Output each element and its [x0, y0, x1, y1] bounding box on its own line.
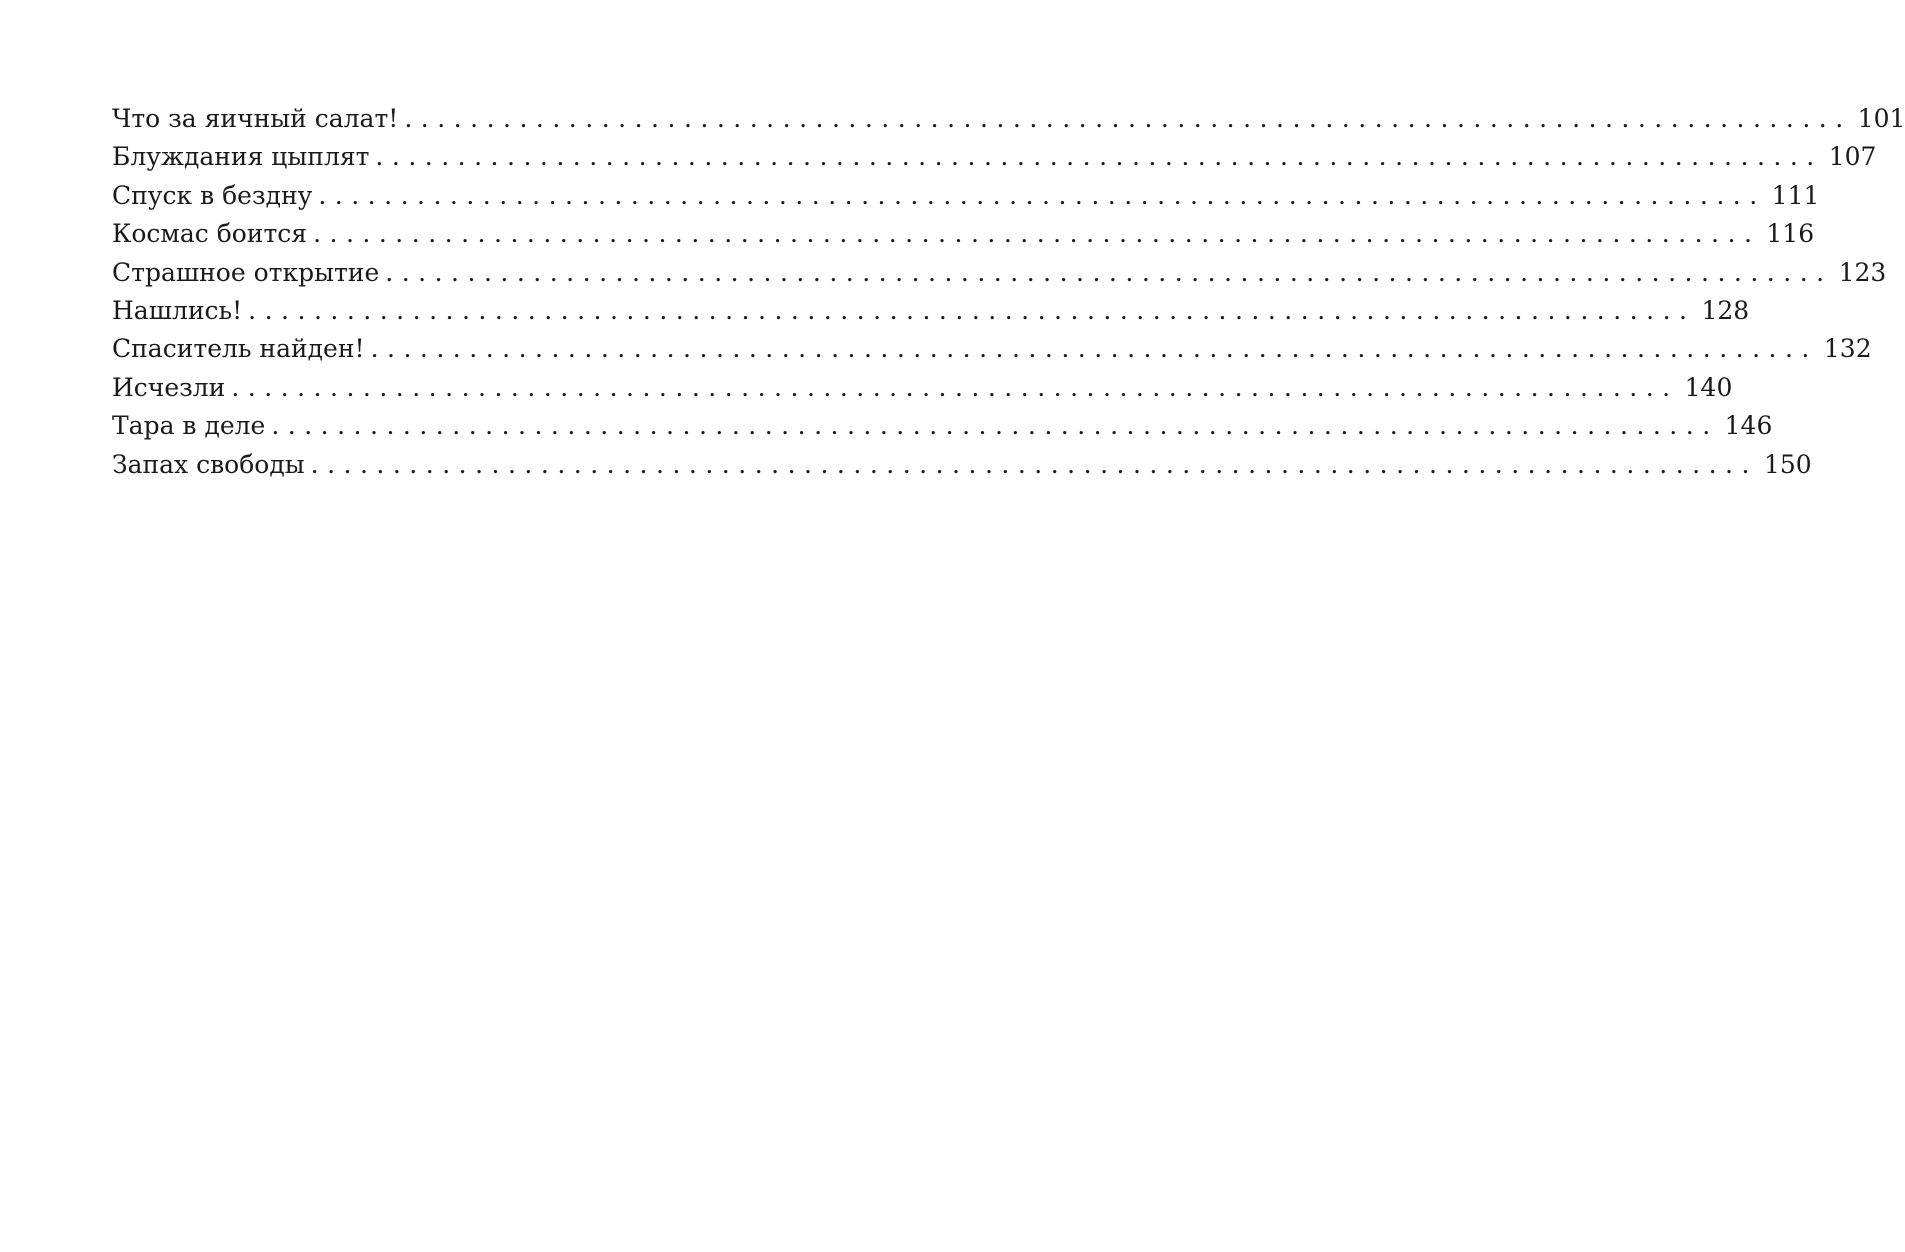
toc-entry	[112, 104, 1905, 142]
dot-leader: ........................................................................................	[271, 411, 1719, 441]
dot-leader: ........................................................................................	[370, 334, 1818, 364]
toc-entry-title: Тара в деле	[112, 411, 266, 441]
toc-entry-page: 101	[1857, 104, 1905, 133]
toc-entry-title: Запах свободы	[112, 449, 305, 479]
toc-entry-page: 107	[1828, 142, 1877, 172]
toc-entry-title: Блуждания цыплят	[112, 142, 370, 172]
dot-leader: ........................................................................................	[310, 449, 1758, 479]
toc-entry-page: 116	[1766, 219, 1815, 249]
toc-entry	[112, 219, 1815, 257]
dot-leader: ........................................................................................	[385, 257, 1833, 287]
toc-entry	[112, 372, 1733, 411]
dot-leader: ........................................................................................	[318, 180, 1766, 210]
toc-entry-title: Исчезли	[112, 372, 226, 402]
toc-entry-page: 123	[1838, 257, 1887, 287]
toc-entry-page: 111	[1771, 180, 1820, 210]
dot-leader: ........................................................................................	[375, 142, 1823, 172]
toc-entry-title: Спуск в бездну	[112, 180, 313, 210]
dot-leader: ........................................................................................	[248, 295, 1696, 325]
toc-entry	[112, 180, 1820, 219]
toc-entry-title: Космас боится	[112, 219, 308, 249]
toc-entry-page: 146	[1724, 411, 1773, 441]
toc-entry	[112, 142, 1877, 180]
toc-entry-title: Спаситель найден!	[112, 334, 365, 364]
toc-entry-title: Страшное открытие	[112, 257, 380, 287]
toc-entry	[112, 257, 1887, 296]
dot-leader: ........................................................................................	[313, 219, 1761, 249]
toc-entry	[112, 449, 1812, 488]
dot-leader: ........................................................................................	[404, 104, 1852, 133]
toc-entry-page: 140	[1684, 372, 1733, 402]
toc-entry-title: Нашлись!	[112, 295, 243, 325]
dot-leader: ........................................................................................	[231, 372, 1679, 402]
table-of-contents	[112, 104, 1905, 488]
toc-entry-page: 132	[1823, 334, 1872, 364]
toc-entry-page: 128	[1701, 295, 1750, 325]
toc-entry	[112, 411, 1773, 449]
toc-entry	[112, 334, 1872, 372]
toc-entry-page: 150	[1763, 449, 1812, 479]
toc-entry	[112, 295, 1750, 334]
toc-entry-title: Что за яичный салат!	[112, 104, 399, 133]
